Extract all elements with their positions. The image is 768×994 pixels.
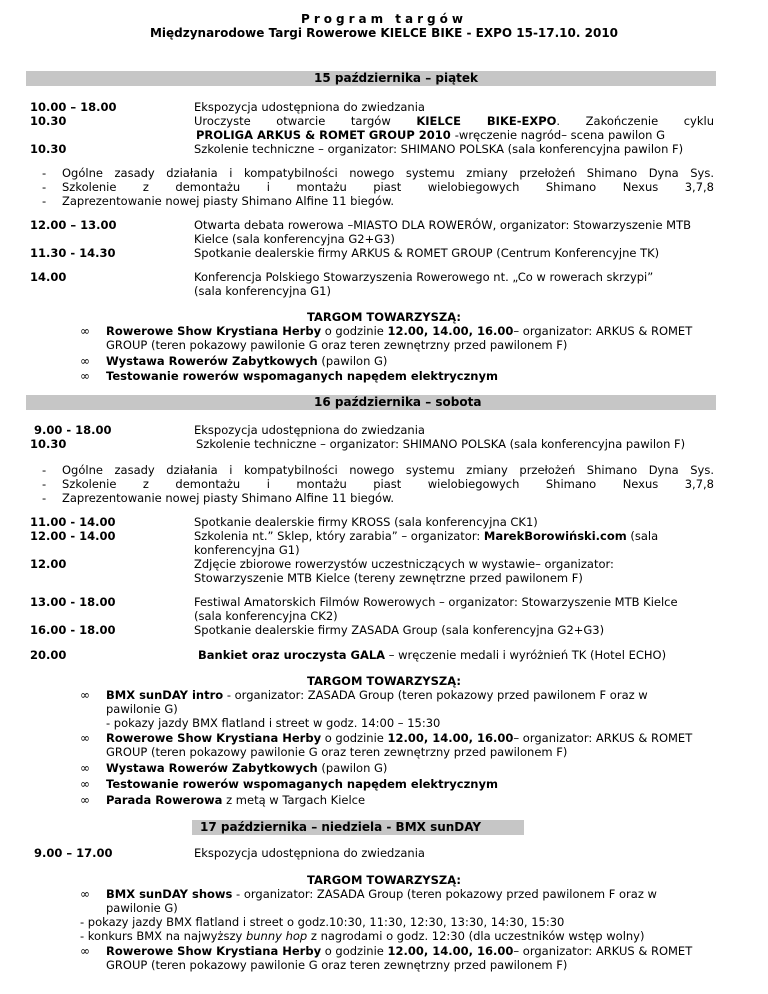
day2-time-8: 20.00: [30, 648, 67, 662]
day1-time-5: 11.30 - 14.30: [30, 246, 116, 260]
day1-event-4-line2: Kielce (sala konferencyjna G2+G3): [194, 232, 395, 246]
day2-event-4-line1: Szkolenia nt.” Sklep, który zarabia” – organizator: MarekBorowiński.com (sala: [194, 529, 659, 543]
day2-side-item-1-line2: pawilonie G): [106, 702, 178, 716]
infinity-bullet-icon: ∞: [80, 354, 90, 368]
infinity-bullet-icon: ∞: [80, 793, 90, 807]
day1-side-item-2: ∞ Wystawa Rowerów Zabytkowych (pawilon G): [80, 354, 388, 368]
dash-icon: -: [42, 166, 47, 180]
day1-time-1: 10.00 – 18.00: [30, 100, 117, 114]
day2-event-2: Szkolenie techniczne – organizator: SHIMANO POLSKA (sala konferencyjna pawilon F): [196, 437, 686, 451]
day2-time-2: 10.30: [30, 437, 67, 451]
day1-time-6: 14.00: [30, 270, 67, 284]
day3-side-heading: TARGOM TOWARZYSZĄ:: [307, 873, 461, 887]
day1-time-4: 12.00 – 13.00: [30, 218, 117, 232]
day1-side-heading: TARGOM TOWARZYSZĄ:: [307, 310, 461, 324]
day2-event-7: Spotkanie dealerskie firmy ZASADA Group (sala konferencyjna G2+G3): [194, 623, 605, 637]
infinity-bullet-icon: ∞: [80, 369, 90, 383]
infinity-bullet-icon: ∞: [80, 688, 90, 702]
dash-icon: -: [42, 194, 47, 208]
day2-event-8: Bankiet oraz uroczysta GALA – wręczenie medali i wyróżnień TK (Hotel ECHO): [198, 648, 667, 662]
day3-note-1: - pokazy jazdy BMX flatland i street o godz.10:30, 11:30, 12:30, 13:30, 14:30, 15:30: [80, 915, 565, 929]
day1-heading-bar: [26, 71, 716, 86]
day2-side-item-1-line3: - pokazy jazdy BMX flatland i street w godz. 14:00 – 15:30: [106, 716, 441, 730]
day1-dash-2: - Szkolenie z demontażu i montażu piast wielobiegowych Shimano Nexus 3,7,8: [42, 180, 714, 194]
day2-side-item-2-line2: GROUP (teren pokazowy pawilonie G oraz teren zewnętrzny przed pawilonem F): [106, 745, 568, 759]
day1-side-item-3: ∞ Testowanie rowerów wspomaganych napędem elektrycznym: [80, 369, 498, 383]
day2-heading-bar: [26, 395, 716, 410]
dash-icon: -: [42, 463, 47, 477]
day2-time-7: 16.00 - 18.00: [30, 623, 116, 637]
day2-event-5-line2: Stowarzyszenie MTB Kielce (tereny zewnętrzne przed pawilonem F): [194, 571, 583, 585]
day1-event-2-line1: Uroczyste otwarcie targów KIELCE BIKE-EXPO. Zakończenie cyklu: [194, 114, 715, 128]
day2-dash-3: - Zaprezentowanie nowej piasty Shimano Alfine 11 biegów.: [42, 491, 395, 505]
dash-icon: -: [42, 477, 47, 491]
dash-icon: -: [42, 180, 47, 194]
dash-icon: -: [42, 491, 47, 505]
day1-event-1: Ekspozycja udostępniona do zwiedzania: [194, 100, 425, 114]
infinity-bullet-icon: ∞: [80, 777, 90, 791]
day1-event-6-line2: (sala konferencyjna G1): [194, 284, 331, 298]
day1-event-2-line2: PROLIGA ARKUS & ROMET GROUP 2010 -wręczenie nagród– scena pawilon G: [196, 128, 666, 142]
day2-time-1: 9.00 - 18.00: [34, 423, 112, 437]
day2-time-5: 12.00: [30, 557, 67, 571]
day1-dash-1: - Ogólne zasady działania i kompatybilności nowego systemu zmiany przełożeń Shimano Dyna Sys.: [42, 166, 714, 180]
day2-side-heading: TARGOM TOWARZYSZĄ:: [307, 674, 461, 688]
day2-side-item-5: ∞ Parada Rowerowa z metą w Targach Kielce: [80, 793, 366, 807]
day3-time-1: 9.00 – 17.00: [34, 846, 113, 860]
day2-side-item-3: ∞ Wystawa Rowerów Zabytkowych (pawilon G): [80, 761, 388, 775]
day2-event-1: Ekspozycja udostępniona do zwiedzania: [194, 423, 425, 437]
day2-dash-2: - Szkolenie z demontażu i montażu piast wielobiegowych Shimano Nexus 3,7,8: [42, 477, 714, 491]
doc-subtitle: Międzynarodowe Targi Rowerowe KIELCE BIKE - EXPO 15-17.10. 2010: [149, 26, 619, 40]
doc-title: Program targów: [301, 12, 467, 26]
day2-time-6: 13.00 - 18.00: [30, 595, 116, 609]
day2-event-6-line1: Festiwal Amatorskich Filmów Rowerowych – organizator: Stowarzyszenie MTB Kielce: [194, 595, 678, 609]
day1-event-4-line1: Otwarta debata rowerowa –MIASTO DLA ROWERÓW, organizator: Stowarzyszenie MTB: [194, 218, 692, 232]
day1-event-6-line1: Konferencja Polskiego Stowarzyszenia Rowerowego nt. „Co w rowerach skrzypi”: [194, 270, 654, 284]
day2-side-item-4: ∞ Testowanie rowerów wspomaganych napędem elektrycznym: [80, 777, 498, 791]
day3-side-item-1-line2: pawilonie G): [106, 901, 178, 915]
day2-heading: 16 października – sobota: [314, 395, 482, 409]
infinity-bullet-icon: ∞: [80, 944, 90, 958]
day3-side-item-2-line2: GROUP (teren pokazowy pawilonie G oraz teren zewnętrzny przed pawilonem F): [106, 958, 568, 972]
day3-side-item-1: ∞ BMX sunDAY shows - organizator: ZASADA Group (teren pokazowy przed pawilonem F oraz w: [80, 887, 657, 901]
infinity-bullet-icon: ∞: [80, 324, 90, 338]
day1-side-item-1-line2: GROUP (teren pokazowy pawilonie G oraz teren zewnętrzny przed pawilonem F): [106, 338, 568, 352]
day2-time-3: 11.00 - 14.00: [30, 515, 116, 529]
day3-note-2: - konkurs BMX na najwyższy bunny hop z nagrodami o godz. 12:30 (dla uczestników wstęp wolny): [80, 929, 645, 943]
day3-side-item-2: ∞ Rowerowe Show Krystiana Herby o godzinie 12.00, 14.00, 16.00– organizator: ARKUS & ROMET: [80, 944, 693, 958]
day1-time-2: 10.30: [30, 114, 67, 128]
day2-event-3: Spotkanie dealerskie firmy KROSS (sala konferencyjna CK1): [194, 515, 538, 529]
day1-event-3: Szkolenie techniczne – organizator: SHIMANO POLSKA (sala konferencyjna pawilon F): [194, 142, 684, 156]
infinity-bullet-icon: ∞: [80, 887, 90, 901]
day2-event-6-line2: (sala konferencyjna CK2): [194, 609, 338, 623]
day2-event-5-line1: Zdjęcie zbiorowe rowerzystów uczestniczących w wystawie– organizator:: [194, 557, 614, 571]
day2-event-4-line2: konferencyjna G1): [194, 543, 300, 557]
day1-side-item-1: ∞ Rowerowe Show Krystiana Herby o godzinie 12.00, 14.00, 16.00– organizator: ARKUS & ROMET: [80, 324, 693, 338]
day2-side-item-1: ∞ BMX sunDAY intro - organizator: ZASADA Group (teren pokazowy przed pawilonem F oraz w: [80, 688, 648, 702]
day1-dash-3: - Zaprezentowanie nowej piasty Shimano Alfine 11 biegów.: [42, 194, 395, 208]
day3-event-1: Ekspozycja udostępniona do zwiedzania: [194, 846, 425, 860]
infinity-bullet-icon: ∞: [80, 761, 90, 775]
day2-side-item-2: ∞ Rowerowe Show Krystiana Herby o godzinie 12.00, 14.00, 16.00– organizator: ARKUS & ROMET: [80, 731, 693, 745]
day3-heading-bar: [192, 820, 524, 835]
day2-time-4: 12.00 - 14.00: [30, 529, 116, 543]
day1-heading: 15 października – piątek: [314, 71, 479, 85]
day2-dash-1: - Ogólne zasady działania i kompatybilności nowego systemu zmiany przełożeń Shimano Dyna Sys.: [42, 463, 714, 477]
day3-heading: 17 października – niedziela - BMX sunDAY: [200, 820, 482, 834]
day1-time-3: 10.30: [30, 142, 67, 156]
infinity-bullet-icon: ∞: [80, 731, 90, 745]
day1-event-5: Spotkanie dealerskie firmy ARKUS & ROMET GROUP (Centrum Konferencyjne TK): [194, 246, 660, 260]
